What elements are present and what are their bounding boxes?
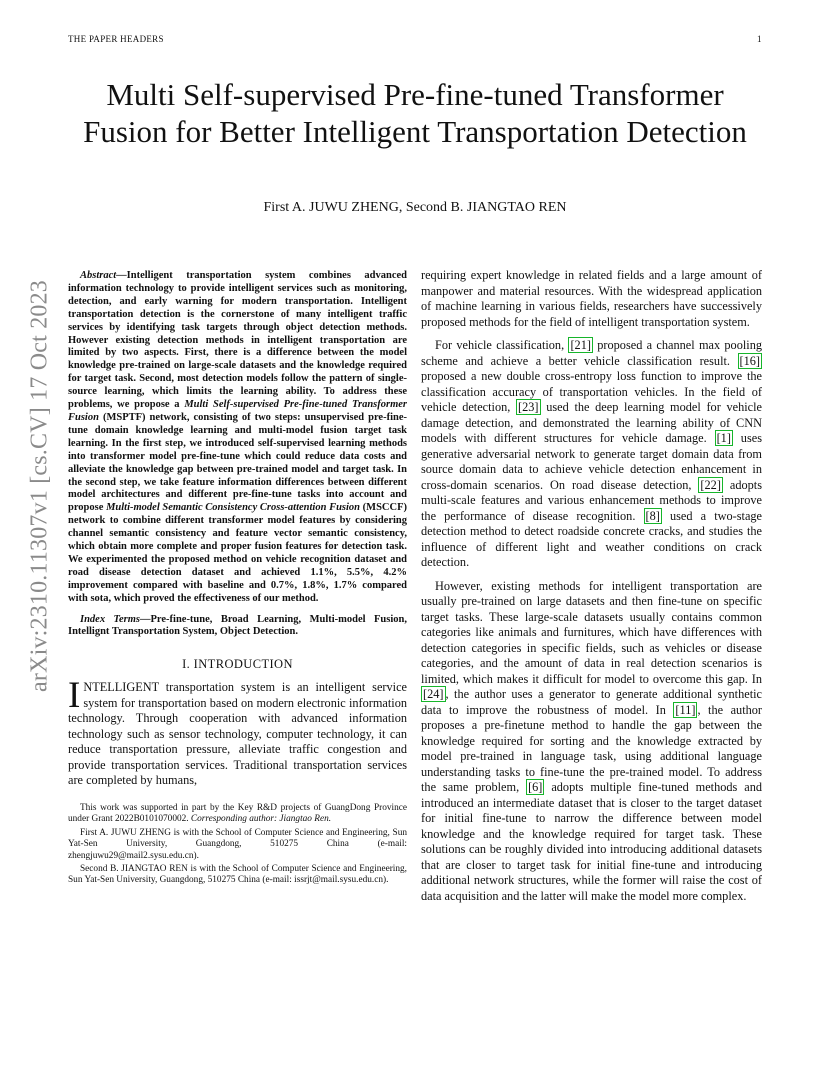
abstract (68, 270, 407, 606)
abstract-text: —Intelligent transportation system combines advanced information technology to provide intelligent services such as monitoring, detection, and early warning for modern transportation. Intelligent transportation detection is the cornerstone of many intelligent traffic services by identifying task targets through object detection methods. However existing detection methods in intelligent transportation are limited by two aspects. First, there is a difference between the model knowledge pre-trained on large-scale datasets and the knowledge required for target task. Second, most detection models follow the pattern of single-source learning, which limits the learning ability. To address these problems, we propose a (68, 270, 407, 411)
intro-paragraph (68, 675, 407, 789)
left-column (68, 270, 407, 889)
citation-link[interactable]: [24] (423, 687, 444, 701)
index-terms-text: —Pre-fine-tune, Broad Learning, Multi-model Fusion, Intellignt Transportation System, Object Detection. (68, 613, 407, 638)
body-paragraph (421, 579, 762, 905)
corresponding-author: Corresponding author: Jiangtao Ren. (190, 814, 332, 825)
author-affiliation-1: First A. JUWU ZHENG is with the School of Computer Science and Engineering, Sun Yat-Sen University, Guangdong, 510275 China (e-mail: zhengjuwu29@mail2.sysu.edu.cn). (68, 827, 407, 861)
page-number: 1 (757, 34, 762, 44)
right-column (421, 268, 762, 904)
paragraph-text: used a two-stage detection method to detect roadside concrete cracks, and studies the influence of different light and weather conditions on crack detection. (421, 508, 763, 569)
arxiv-stamp (20, 280, 60, 692)
citation-link[interactable]: [22] (700, 477, 721, 492)
paragraph-text: proposed a channel max pooling scheme and achieve a better vehicle classification result. (421, 338, 762, 368)
body-paragraph: requiring expert knowledge in related fields and a large amount of manpower and material resources. With the widespread application of machine learning in various fields, researchers have successively proposed methods for the field of intelligent transportation system. (421, 268, 762, 329)
funding-footnote (68, 803, 407, 826)
drop-cap: I (68, 675, 81, 717)
paper-title: Multi Self-supervised Pre-fine-tuned Transformer Fusion for Better Intelligent Transportation Detection (83, 77, 747, 149)
paragraph-text: used the deep learning model for vehicle damage detection, and demonstrated the learning ability of CNN models with different structures for vehicle damage. (421, 400, 762, 445)
abstract-text: (MSPTF) network, consisting of two steps: unsupervised pre-fine-tune domain knowledge learning and multi-model fusion target task learning. In the first step, we introduced self-supervised learning methods into transformer model pre-fine-tune which could reduce data costs and alleviate the knowledge gap between pre-trained model and target task. In the second step, we take feature information differences between different model architectures and different pre-fine-tune tasks into account and propose (68, 411, 407, 514)
citation-link[interactable]: [21] (570, 338, 591, 352)
abstract-text: (MSCCF) network to combine different transformer model features by considering channel semantic consistency and feature vector semantic consistency, which obtain more complete and proper fusion features for detection task. We experimented the proposed method on vehicle recognition dataset and road disease detection dataset and achieved 1.1%, 5.5%, 4.2% improvement compared with baseline and 0.7%, 1.8%, 1.7% compared with sota, which proved the effectiveness of our method. (68, 502, 407, 604)
author-line: First A. JUWU ZHENG, Second B. JIANGTAO REN (263, 200, 567, 215)
body-paragraph (421, 338, 762, 571)
paragraph-text: However, existing methods for intelligent transportation are usually pre-trained on large datasets and then fine-tune on specific target tasks. These large-scale datasets usually contains common categories like animals and furnitures, which have differences with detection categories in specific fields, such as vehicles or disease categories, and the amount of data in real detection scenarios is limited, which makes it difficult for model to overcome this gap. In (421, 578, 762, 686)
paragraph-text: adopts multi-scale features and various enhancement methods to improve the performance of disease recognition. (421, 477, 762, 523)
abstract-label: Abstract (80, 270, 117, 281)
author-affiliation-2: Second B. JIANGTAO REN is with the School of Computer Science and Engineering, Sun Yat-Sen University, Guangdong, 510275 China (e-mail: issrjt@mail.sysu.edu.cn). (68, 863, 407, 886)
paragraph-text: adopts multiple fine-tuned methods and introduced an intermediate dataset that is closer to the target dataset for initial fine-tune to narrow the difference between model knowledge and the knowledge required for target task. These solutions can be roughly divided into introducing additional datasets that are closer to target task for initial fine-tune and introducing additional network structures, while the former will raise the cost of data acquisition and the latter will make the model more complex. (421, 780, 762, 903)
citation-link[interactable]: [11] (675, 702, 696, 717)
abstract-term-mspft: Multi Self-supervised Pre-fine-tuned Transformer Fusion (68, 399, 407, 423)
citation-link[interactable]: [1] (716, 431, 731, 445)
funding-text: This work was supported in part by the Key R&D projects of GuangDong Province under Grant 2022B0101070002. (68, 802, 407, 825)
citation-link[interactable]: [8] (645, 508, 660, 523)
paragraph-text: , the author proposes a pre-finetune method to handle the gap between the knowledge required for sorting and the knowledge extracted by model pre-trained in language task, using additional language understanding tasks to fine-tune the pre-trained model. To address the same problem, (421, 702, 763, 794)
section-heading-introduction: I. INTRODUCTION (182, 657, 293, 672)
abstract-term-msccf: Multi-model Semantic Consistency Cross-attention Fusion (106, 502, 361, 514)
citation-link[interactable]: [23] (518, 400, 539, 414)
index-terms (68, 614, 407, 640)
index-terms-label: Index Terms (80, 613, 140, 625)
citation-link[interactable]: [6] (528, 780, 543, 794)
arxiv-identifier: arXiv:2310.11307v1 [cs.CV] 17 Oct 2023 (26, 280, 53, 692)
intro-text: NTELLIGENT transportation system is an intelligent service system for transportation based on modern electronic information technology. Through cooperation with advanced information technology such as sensor technology, computer technology, it can reduce transportation pressure, alleviate traffic congestion and provide transportation services. Traditional transportation services are completed by humans, (68, 680, 407, 788)
citation-link[interactable]: [16] (739, 353, 760, 368)
paragraph-text: For vehicle classification, (435, 338, 569, 352)
running-header: THE PAPER HEADERS (68, 34, 164, 44)
paragraph-text: proposed a new double cross-entropy loss function to improve the classification accuracy of transportation vehicles. In the field of vehicle detection, (421, 369, 762, 414)
paragraph-text: , the author uses a generator to generate additional synthetic data to improve the robustness of model. In (421, 687, 762, 717)
paragraph-text: uses generative adversarial network to generate target domain data from source domain data to achieve vehicle detection enhancement in cross-domain scenarios. On road disease detection, (421, 431, 762, 492)
